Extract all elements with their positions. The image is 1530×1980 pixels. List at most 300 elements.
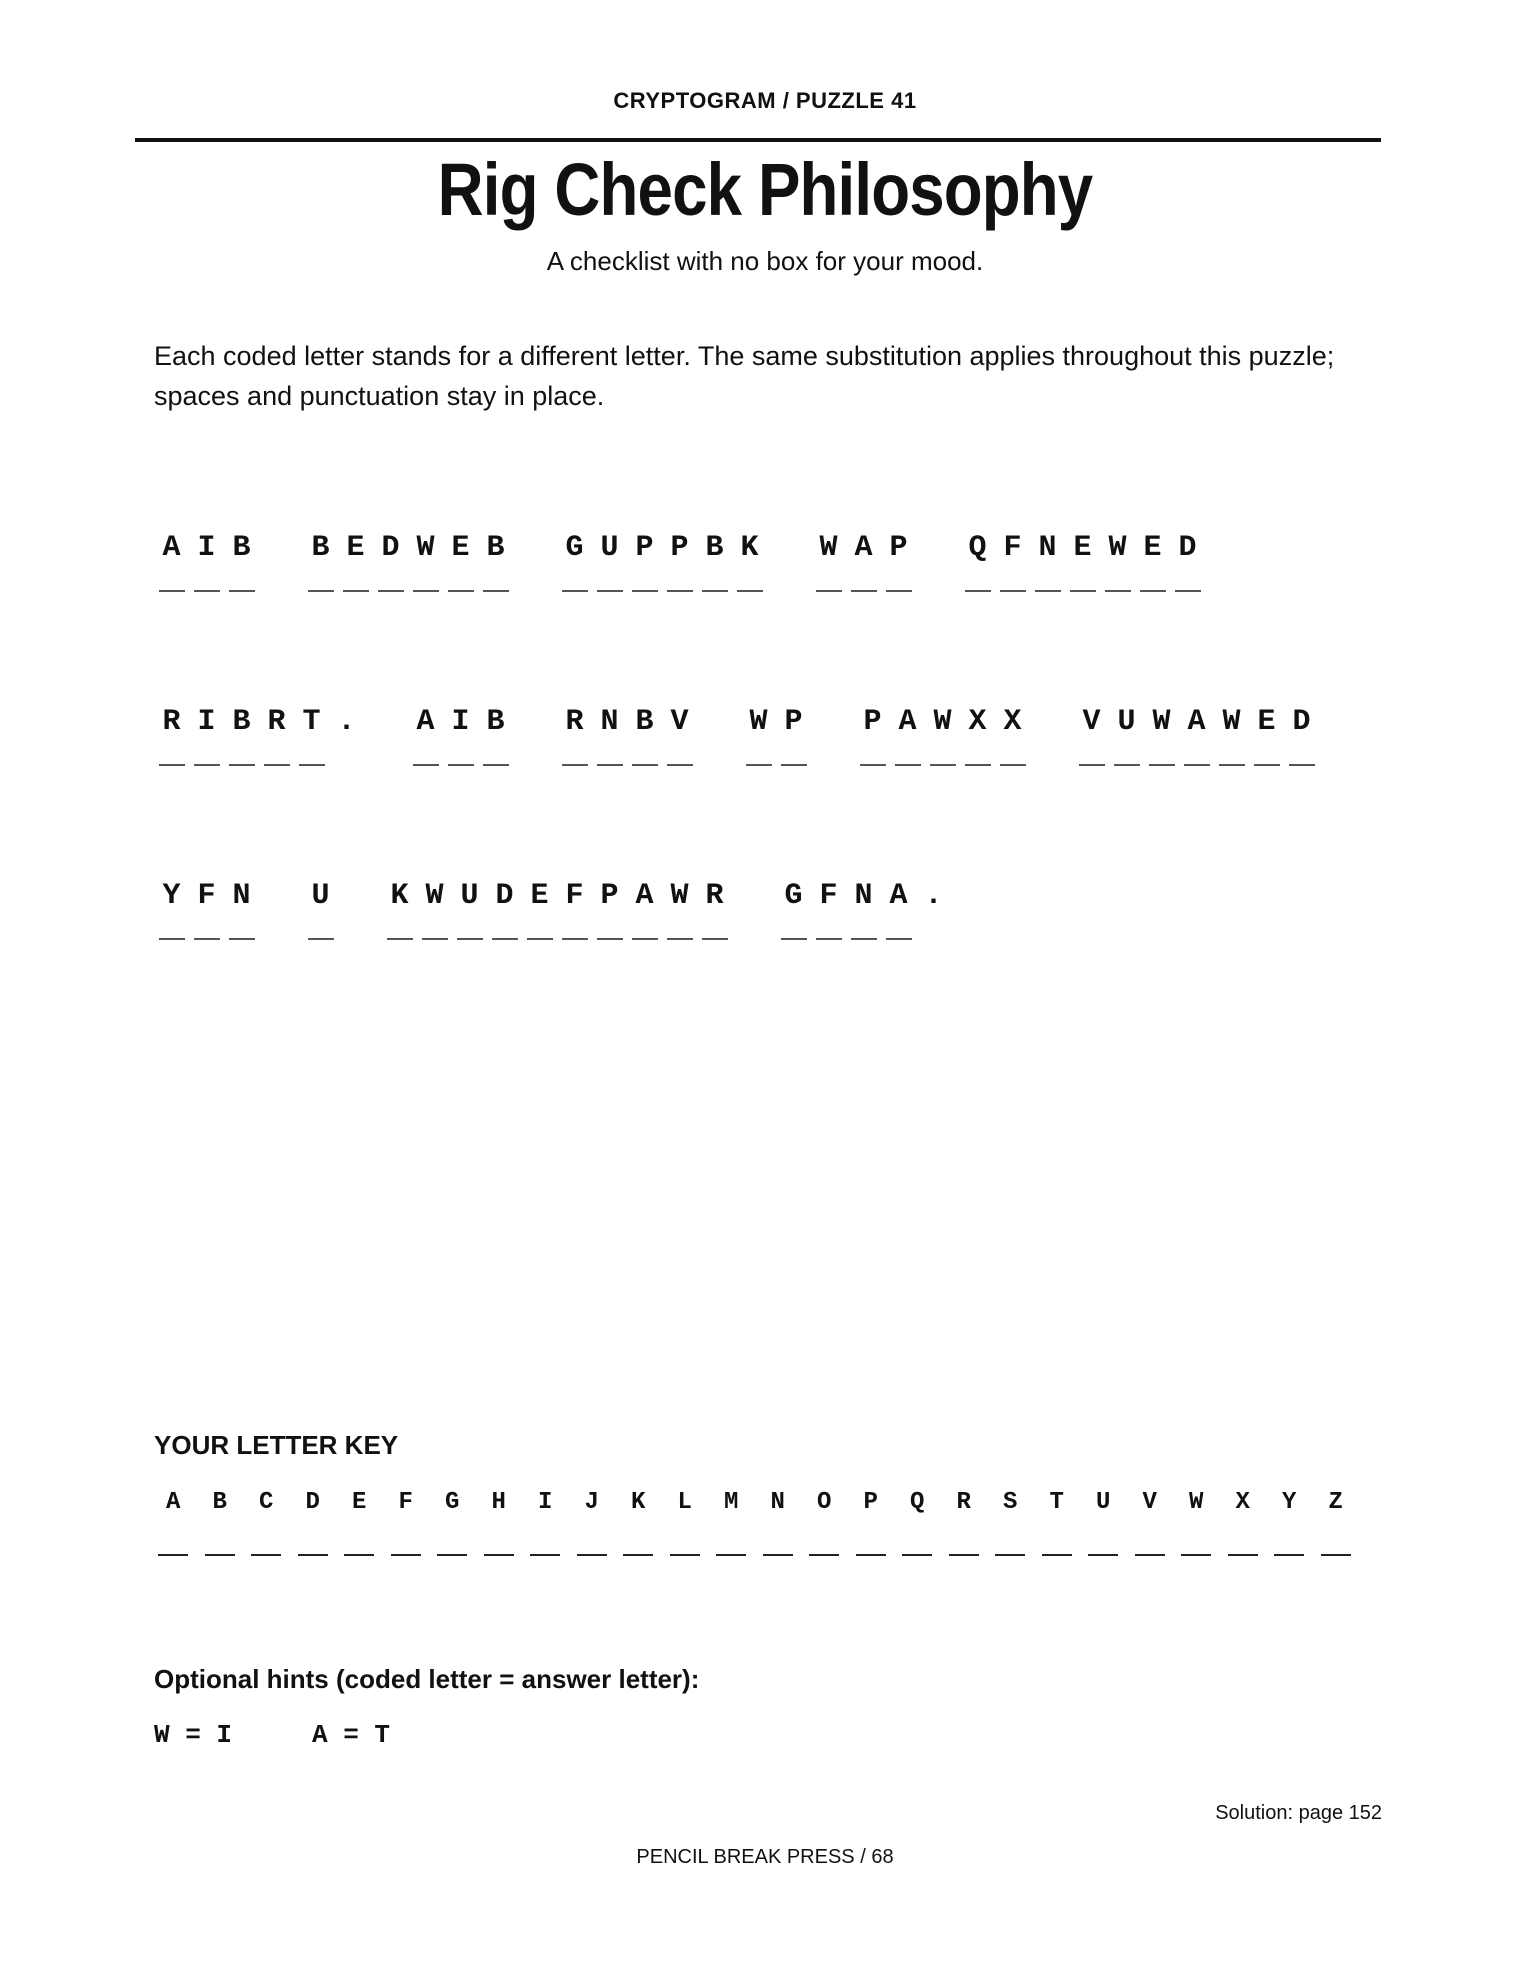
cipher-cell — [881, 878, 916, 940]
cipher-cell — [522, 878, 557, 940]
cipher-letter: D — [1178, 531, 1197, 565]
answer-blank[interactable] — [1175, 590, 1201, 592]
answer-blank[interactable] — [667, 764, 693, 766]
letter-key-letter: A — [166, 1489, 181, 1516]
letter-key-cell — [1034, 1488, 1081, 1556]
cipher-letter: D — [381, 531, 400, 565]
letter-key-blank[interactable] — [902, 1554, 932, 1556]
letter-key-blank[interactable] — [716, 1554, 746, 1556]
cipher-letter: T — [302, 705, 321, 739]
cipher-cell — [916, 878, 951, 940]
cipher-letter: V — [670, 705, 689, 739]
answer-blank[interactable] — [702, 938, 728, 940]
cipher-letter: I — [197, 705, 216, 739]
cipher-cell — [189, 530, 224, 592]
answer-blank[interactable] — [413, 764, 439, 766]
answer-blank[interactable] — [492, 938, 518, 940]
letter-key-blank[interactable] — [763, 1554, 793, 1556]
answer-blank[interactable] — [1035, 590, 1061, 592]
answer-blank[interactable] — [422, 938, 448, 940]
letter-key-blank[interactable] — [577, 1554, 607, 1556]
cipher-word — [154, 530, 259, 592]
cipher-cell — [881, 530, 916, 592]
answer-blank[interactable] — [299, 764, 325, 766]
cipher-cell — [189, 704, 224, 766]
letter-key-cell — [1220, 1488, 1267, 1556]
letter-key-blank[interactable] — [670, 1554, 700, 1556]
cipher-word — [303, 530, 513, 592]
answer-blank[interactable] — [159, 764, 185, 766]
cipher-letter: P — [784, 705, 803, 739]
cipher-cell — [697, 530, 732, 592]
cipher-cell — [417, 878, 452, 940]
letter-key-cell — [522, 1488, 569, 1556]
cipher-cell — [960, 530, 995, 592]
cipher-letter: Q — [968, 531, 987, 565]
cipher-letter: B — [232, 705, 251, 739]
answer-blank[interactable] — [886, 938, 912, 940]
cipher-cell — [1249, 704, 1284, 766]
cipher-cell — [443, 704, 478, 766]
cipher-letter: F — [565, 879, 584, 913]
cipher-letter: P — [889, 531, 908, 565]
answer-blank[interactable] — [1070, 590, 1096, 592]
answer-blank[interactable] — [229, 590, 255, 592]
cipher-cell — [732, 530, 767, 592]
letter-key-blank[interactable] — [1228, 1554, 1258, 1556]
cipher-letter: N — [232, 879, 251, 913]
cipher-letter: I — [197, 531, 216, 565]
answer-blank[interactable] — [448, 764, 474, 766]
cipher-cell — [846, 530, 881, 592]
cipher-cell — [925, 704, 960, 766]
cipher-word — [741, 704, 811, 766]
cipher-cell — [224, 704, 259, 766]
cipher-cell — [627, 704, 662, 766]
answer-blank[interactable] — [860, 764, 886, 766]
cipher-cell — [811, 530, 846, 592]
cipher-cell — [189, 878, 224, 940]
answer-blank[interactable] — [1079, 764, 1105, 766]
letter-key-cell — [243, 1488, 290, 1556]
header-rule — [135, 138, 1381, 142]
cipher-cell — [697, 878, 732, 940]
cipher-letter: V — [1082, 705, 1101, 739]
letter-key-blank[interactable] — [1181, 1554, 1211, 1556]
letter-key-cell — [848, 1488, 895, 1556]
cipher-letter: R — [267, 705, 286, 739]
cipher-word — [408, 704, 513, 766]
letter-key-blank[interactable] — [1088, 1554, 1118, 1556]
letter-key-letter: X — [1235, 1489, 1250, 1516]
answer-blank[interactable] — [378, 590, 404, 592]
letter-key-cell — [615, 1488, 662, 1556]
answer-blank[interactable] — [597, 938, 623, 940]
cipher-cell — [662, 878, 697, 940]
letter-key-letter: O — [817, 1489, 832, 1516]
letter-key-cell — [987, 1488, 1034, 1556]
cipher-cell — [478, 704, 513, 766]
cipher-letter: W — [1222, 705, 1241, 739]
cipher-cell — [303, 878, 338, 940]
page-footer: PENCIL BREAK PRESS / 68 — [636, 1846, 894, 1868]
letter-key-letter: V — [1142, 1489, 1157, 1516]
cipher-cell — [811, 878, 846, 940]
letter-key-letter: M — [724, 1489, 739, 1516]
cipher-letter: W — [670, 879, 689, 913]
cipher-cell — [662, 704, 697, 766]
cipher-letter: D — [1292, 705, 1311, 739]
cipher-letter: X — [1003, 705, 1022, 739]
letter-key-letter: U — [1096, 1489, 1111, 1516]
cipher-cell — [1284, 704, 1319, 766]
letter-key-blank[interactable] — [437, 1554, 467, 1556]
answer-blank[interactable] — [781, 938, 807, 940]
cipher-cell — [1109, 704, 1144, 766]
answer-blank[interactable] — [194, 764, 220, 766]
page-title: Rig Check Philosophy — [437, 148, 1093, 231]
cipher-letter: F — [819, 879, 838, 913]
cipher-letter: B — [705, 531, 724, 565]
letter-key-cell — [1266, 1488, 1313, 1556]
cipher-letter: G — [784, 879, 803, 913]
letter-key-letter: D — [305, 1489, 320, 1516]
letter-key-letter: B — [212, 1489, 227, 1516]
letter-key-letter: R — [956, 1489, 971, 1516]
cipher-cell — [1065, 530, 1100, 592]
cipher-letter: E — [1257, 705, 1276, 739]
answer-blank[interactable] — [194, 938, 220, 940]
cipher-word — [154, 878, 259, 940]
cipher-cell — [592, 878, 627, 940]
letter-key-blank[interactable] — [949, 1554, 979, 1556]
cipher-line — [154, 704, 1363, 766]
answer-blank[interactable] — [781, 764, 807, 766]
letter-key-cell — [662, 1488, 709, 1556]
answer-blank[interactable] — [527, 938, 553, 940]
cipher-cell — [329, 704, 364, 766]
letter-key-blank[interactable] — [530, 1554, 560, 1556]
cipher-letter: W — [749, 705, 768, 739]
letter-key-cell — [708, 1488, 755, 1556]
cipher-letter: B — [311, 531, 330, 565]
cipher-word — [557, 530, 767, 592]
cipher-word — [960, 530, 1205, 592]
answer-blank[interactable] — [229, 764, 255, 766]
answer-blank[interactable] — [737, 590, 763, 592]
letter-key-cell — [1127, 1488, 1174, 1556]
puzzle-header-label: CRYPTOGRAM / PUZZLE 41 — [613, 88, 917, 113]
letter-key-heading: YOUR LETTER KEY — [154, 1430, 399, 1460]
letter-key-cell — [569, 1488, 616, 1556]
letter-key-letter: K — [631, 1489, 646, 1516]
letter-key-letter: W — [1189, 1489, 1204, 1516]
letter-key-letter: G — [445, 1489, 460, 1516]
answer-blank[interactable] — [1114, 764, 1140, 766]
answer-blank[interactable] — [816, 590, 842, 592]
cipher-letter: F — [197, 879, 216, 913]
cipher-cell — [995, 704, 1030, 766]
cipher-letter: E — [451, 531, 470, 565]
answer-blank[interactable] — [1149, 764, 1175, 766]
letter-key-cell — [197, 1488, 244, 1556]
answer-blank[interactable] — [343, 590, 369, 592]
cipher-cell — [1074, 704, 1109, 766]
answer-blank[interactable] — [562, 938, 588, 940]
hints-heading: Optional hints (coded letter = answer letter): — [154, 1664, 700, 1694]
letter-key-blank[interactable] — [809, 1554, 839, 1556]
cipher-word — [154, 704, 364, 766]
letter-key-row — [150, 1488, 1359, 1556]
answer-blank[interactable] — [1140, 590, 1166, 592]
cipher-cell — [557, 704, 592, 766]
letter-key-blank[interactable] — [251, 1554, 281, 1556]
answer-blank[interactable] — [965, 590, 991, 592]
letter-key-blank[interactable] — [1274, 1554, 1304, 1556]
cipher-letter: A — [854, 531, 873, 565]
answer-blank[interactable] — [965, 764, 991, 766]
cipher-cell — [294, 704, 329, 766]
letter-key-cell — [429, 1488, 476, 1556]
cipher-letter: U — [460, 879, 479, 913]
cipher-cell — [960, 704, 995, 766]
letter-key-letter: L — [677, 1489, 692, 1516]
cipher-letter: U — [600, 531, 619, 565]
cipher-cell — [855, 704, 890, 766]
cipher-letter: E — [346, 531, 365, 565]
cipher-letter: D — [495, 879, 514, 913]
cipher-letter: P — [600, 879, 619, 913]
answer-blank[interactable] — [562, 764, 588, 766]
letter-key-blank[interactable] — [1321, 1554, 1351, 1556]
answer-blank[interactable] — [194, 590, 220, 592]
hint-item: W = I — [154, 1720, 233, 1750]
cipher-letter: R — [705, 879, 724, 913]
letter-key-letter: I — [538, 1489, 553, 1516]
answer-blank[interactable] — [930, 764, 956, 766]
cipher-cell — [259, 704, 294, 766]
cipher-letter: W — [1152, 705, 1171, 739]
letter-key-cell — [1173, 1488, 1220, 1556]
cipher-cell — [452, 878, 487, 940]
cipher-letter: F — [1003, 531, 1022, 565]
cipher-cell — [373, 530, 408, 592]
cipher-letter: R — [565, 705, 584, 739]
cipher-letter: P — [635, 531, 654, 565]
cipher-letter: U — [1117, 705, 1136, 739]
instructions-text: Each coded letter stands for a different letter. The same substitution applies throughout this puzzle; spaces and punctuation stay in place. — [154, 341, 1335, 411]
cipher-letter: B — [486, 531, 505, 565]
letter-key-blank[interactable] — [623, 1554, 653, 1556]
answer-blank[interactable] — [483, 764, 509, 766]
letter-key-cell — [1313, 1488, 1360, 1556]
cipher-cell — [224, 878, 259, 940]
cipher-cell — [557, 530, 592, 592]
cipher-letter: A — [416, 705, 435, 739]
hint-item: A = T — [312, 1720, 391, 1750]
answer-blank[interactable] — [448, 590, 474, 592]
answer-blank[interactable] — [895, 764, 921, 766]
answer-blank[interactable] — [562, 590, 588, 592]
letter-key-cell — [755, 1488, 802, 1556]
cipher-letter: A — [162, 531, 181, 565]
cipher-letter: N — [854, 879, 873, 913]
cipher-cell — [1030, 530, 1065, 592]
cipher-cell — [776, 704, 811, 766]
cipher-cell — [776, 878, 811, 940]
cipher-word — [811, 530, 916, 592]
letter-key-blank[interactable] — [1135, 1554, 1165, 1556]
answer-blank[interactable] — [597, 764, 623, 766]
letter-key-letter: Z — [1328, 1489, 1343, 1516]
letter-key-letter: F — [398, 1489, 413, 1516]
answer-blank — [921, 938, 947, 940]
cipher-cell — [487, 878, 522, 940]
cipher-cell — [627, 530, 662, 592]
answer-blank[interactable] — [667, 938, 693, 940]
cipher-letter: P — [863, 705, 882, 739]
cipher-cell — [592, 704, 627, 766]
answer-blank[interactable] — [851, 590, 877, 592]
cipher-cell — [408, 704, 443, 766]
cipher-word — [382, 878, 732, 940]
cipher-cell — [627, 878, 662, 940]
letter-key-letter: J — [584, 1489, 599, 1516]
letter-key-blank[interactable] — [205, 1554, 235, 1556]
answer-blank[interactable] — [702, 590, 728, 592]
cipher-letter: N — [600, 705, 619, 739]
letter-key-letter: P — [863, 1489, 878, 1516]
cipher-letter: W — [425, 879, 444, 913]
letter-key-blank[interactable] — [995, 1554, 1025, 1556]
cipher-letter: A — [1187, 705, 1206, 739]
answer-blank[interactable] — [632, 590, 658, 592]
letter-key-cell — [290, 1488, 337, 1556]
answer-blank[interactable] — [1219, 764, 1245, 766]
answer-blank[interactable] — [159, 590, 185, 592]
cipher-cell — [154, 704, 189, 766]
letter-key-cell — [150, 1488, 197, 1556]
cipher-letter: U — [311, 879, 330, 913]
cipher-letter: K — [740, 531, 759, 565]
cipher-cell — [224, 530, 259, 592]
cipher-letter: I — [451, 705, 470, 739]
letter-key-blank[interactable] — [856, 1554, 886, 1556]
answer-blank[interactable] — [229, 938, 255, 940]
cipher-letter: G — [565, 531, 584, 565]
letter-key-letter: Y — [1282, 1489, 1297, 1516]
answer-blank[interactable] — [308, 938, 334, 940]
cipher-cell — [995, 530, 1030, 592]
cipher-cell — [1214, 704, 1249, 766]
letter-key-cell — [801, 1488, 848, 1556]
cipher-letter: K — [390, 879, 409, 913]
letter-key-blank[interactable] — [391, 1554, 421, 1556]
answer-blank[interactable] — [851, 938, 877, 940]
cipher-letter: Y — [162, 879, 181, 913]
cipher-letter: B — [635, 705, 654, 739]
letter-key-blank[interactable] — [158, 1554, 188, 1556]
cipher-line — [154, 530, 1249, 592]
letter-key-letter: N — [770, 1489, 785, 1516]
letter-key-letter: T — [1049, 1489, 1064, 1516]
answer-blank[interactable] — [1184, 764, 1210, 766]
answer-blank[interactable] — [159, 938, 185, 940]
page-subtitle: A checklist with no box for your mood. — [546, 246, 984, 276]
cipher-word — [303, 878, 338, 940]
answer-blank — [334, 764, 360, 766]
cipher-cell — [303, 530, 338, 592]
cipher-cell — [408, 530, 443, 592]
answer-blank[interactable] — [1000, 590, 1026, 592]
cipher-cell — [662, 530, 697, 592]
answer-blank[interactable] — [308, 590, 334, 592]
cipher-letter: . — [337, 705, 356, 739]
answer-blank[interactable] — [632, 764, 658, 766]
cipher-letter: B — [232, 531, 251, 565]
letter-key-cell — [1080, 1488, 1127, 1556]
cipher-letter: E — [1073, 531, 1092, 565]
letter-key-blank[interactable] — [484, 1554, 514, 1556]
cipher-cell — [592, 530, 627, 592]
cipher-cell — [741, 704, 776, 766]
answer-blank[interactable] — [1105, 590, 1131, 592]
answer-blank[interactable] — [483, 590, 509, 592]
cipher-line — [154, 878, 995, 940]
cipher-cell — [338, 530, 373, 592]
answer-blank[interactable] — [387, 938, 413, 940]
cipher-word — [557, 704, 697, 766]
cipher-word — [1074, 704, 1319, 766]
cipher-word — [855, 704, 1030, 766]
letter-key-cell — [336, 1488, 383, 1556]
answer-blank[interactable] — [457, 938, 483, 940]
letter-key-letter: S — [1003, 1489, 1018, 1516]
cipher-cell — [154, 530, 189, 592]
letter-key-blank[interactable] — [1042, 1554, 1072, 1556]
cipher-letter: E — [530, 879, 549, 913]
cipher-letter: W — [416, 531, 435, 565]
answer-blank[interactable] — [746, 764, 772, 766]
letter-key-cell — [476, 1488, 523, 1556]
answer-blank[interactable] — [1000, 764, 1026, 766]
cipher-cell — [478, 530, 513, 592]
answer-blank[interactable] — [597, 590, 623, 592]
answer-blank[interactable] — [264, 764, 290, 766]
letter-key-blank[interactable] — [298, 1554, 328, 1556]
cipher-cell — [154, 878, 189, 940]
cipher-cell — [382, 878, 417, 940]
cipher-letter: E — [1143, 531, 1162, 565]
cipher-cell — [1170, 530, 1205, 592]
solution-reference: Solution: page 152 — [1215, 1802, 1382, 1824]
answer-blank[interactable] — [667, 590, 693, 592]
answer-blank[interactable] — [632, 938, 658, 940]
letter-key-blank[interactable] — [344, 1554, 374, 1556]
answer-blank[interactable] — [1254, 764, 1280, 766]
cipher-letter: A — [635, 879, 654, 913]
cipher-cell — [1100, 530, 1135, 592]
answer-blank[interactable] — [413, 590, 439, 592]
letter-key-cell — [894, 1488, 941, 1556]
letter-key-letter: H — [491, 1489, 506, 1516]
answer-blank[interactable] — [816, 938, 842, 940]
cipher-letter: N — [1038, 531, 1057, 565]
answer-blank[interactable] — [886, 590, 912, 592]
cipher-letter: A — [898, 705, 917, 739]
answer-blank[interactable] — [1289, 764, 1315, 766]
letter-key-letter: C — [259, 1489, 274, 1516]
